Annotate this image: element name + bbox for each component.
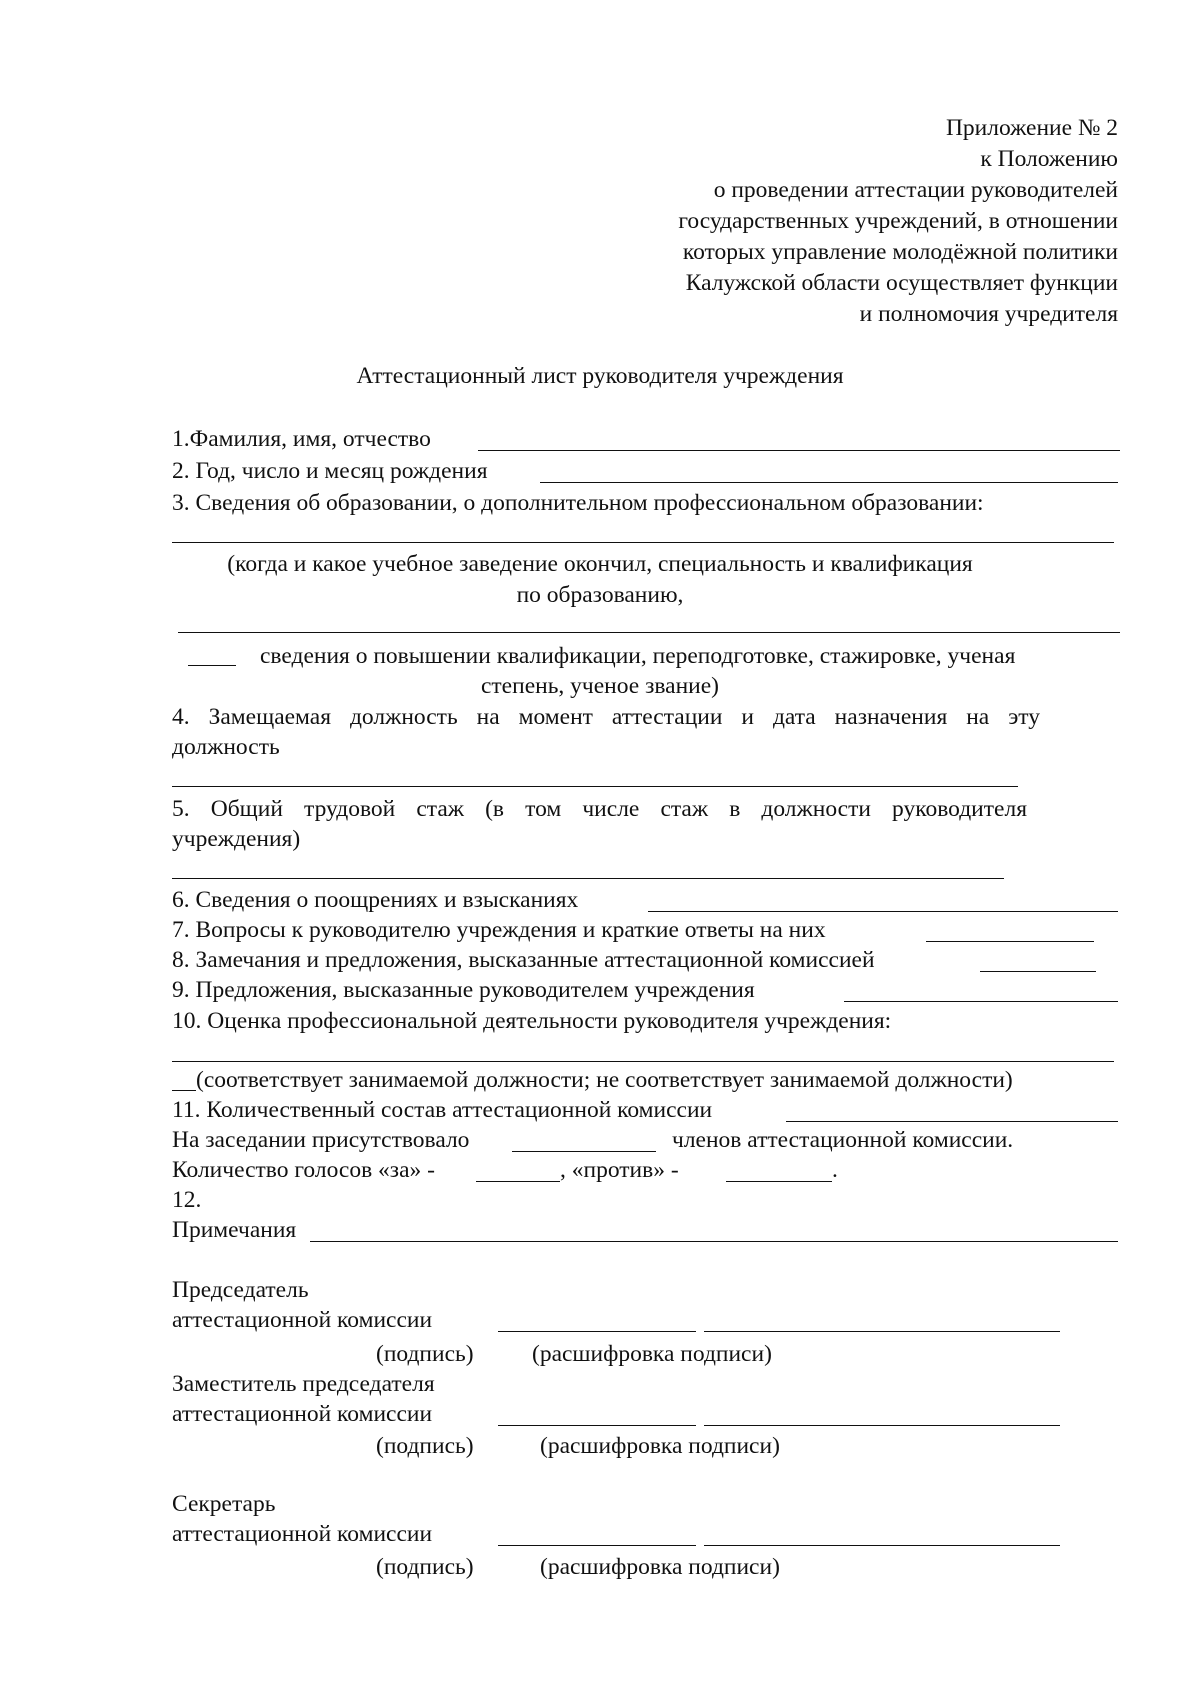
item-1-label: 1.Фамилия, имя, отчество xyxy=(172,426,431,452)
item-8-blank xyxy=(980,971,1096,972)
present-suffix: членов аттестационной комиссии. xyxy=(672,1127,1014,1153)
header-line: Калужской области осуществляет функции xyxy=(685,270,1118,296)
item-3-hint-2b: степень, ученое звание) xyxy=(480,673,719,699)
item-10-blank-short xyxy=(172,1090,196,1091)
item-10-label: 10. Оценка профессиональной деятельности руководителя учреждения: xyxy=(172,1008,892,1034)
chair-title: Председатель xyxy=(172,1277,309,1303)
item-3-hint-1b: по образованию, xyxy=(516,582,684,608)
header-line: к Положению xyxy=(980,146,1118,172)
item-3-blank-2 xyxy=(178,632,1120,633)
document-title: Аттестационный лист руководителя учреждения xyxy=(356,363,844,389)
present-label: На заседании присутствовало xyxy=(172,1127,470,1153)
header-line: государственных учреждений, в отношении xyxy=(678,208,1118,234)
item-4-label-cont: должность xyxy=(172,734,280,760)
item-2-blank xyxy=(540,482,1118,483)
item-5-label: 5. Общий трудовой стаж (в том числе стаж в должности руководителя xyxy=(172,796,1027,822)
votes-against-blank xyxy=(726,1181,832,1182)
item-10-blank xyxy=(172,1061,1114,1062)
item-3-label: 3. Сведения об образовании, о дополнительном профессиональном образовании: xyxy=(172,490,984,516)
header-line: Приложение № 2 xyxy=(945,115,1118,141)
deputy-title-cont: аттестационной комиссии xyxy=(172,1401,433,1427)
item-3-hint-1: (когда и какое учебное заведение окончил, специальность и квалификация xyxy=(227,551,973,577)
secretary-decoding-blank xyxy=(704,1545,1060,1546)
secretary-signature-blank xyxy=(498,1545,696,1546)
header-line: и полномочия учредителя xyxy=(859,301,1118,327)
item-3-blank-3 xyxy=(188,665,236,666)
item-3-blank-1 xyxy=(172,542,1114,543)
item-4-label: 4. Замещаемая должность на момент аттестации и дата назначения на эту xyxy=(172,704,1040,730)
header-line: о проведении аттестации руководителей xyxy=(713,177,1118,203)
chair-signature-caption: (подпись) xyxy=(376,1341,474,1367)
votes-end: . xyxy=(832,1157,838,1183)
item-5-label-cont: учреждения) xyxy=(172,826,301,852)
item-7-blank xyxy=(926,941,1094,942)
chair-decoding-blank xyxy=(704,1331,1060,1332)
item-11-label: 11. Количественный состав аттестационной комиссии xyxy=(172,1097,713,1123)
notes-blank xyxy=(310,1241,1118,1242)
item-4-blank xyxy=(172,786,1018,787)
chair-signature-blank xyxy=(498,1331,696,1332)
votes-for-blank xyxy=(476,1181,560,1182)
chair-title-cont: аттестационной комиссии xyxy=(172,1307,433,1333)
header-line: которых управление молодёжной политики xyxy=(682,239,1118,265)
deputy-title: Заместитель председателя xyxy=(172,1371,435,1397)
item-1-blank xyxy=(478,450,1120,451)
item-9-blank xyxy=(844,1001,1118,1002)
item-6-blank xyxy=(648,911,1118,912)
secretary-decoding-caption: (расшифровка подписи) xyxy=(540,1554,780,1580)
item-11-blank xyxy=(786,1121,1118,1122)
appendix-header xyxy=(678,113,1118,330)
deputy-signature-blank xyxy=(498,1425,696,1426)
deputy-decoding-blank xyxy=(704,1425,1060,1426)
deputy-decoding-caption: (расшифровка подписи) xyxy=(540,1433,780,1459)
secretary-signature-caption: (подпись) xyxy=(376,1554,474,1580)
item-2-label: 2. Год, число и месяц рождения xyxy=(172,458,488,484)
item-9-label: 9. Предложения, высказанные руководителем учреждения xyxy=(172,977,755,1003)
votes-against-label: , «против» - xyxy=(560,1157,679,1183)
deputy-signature-caption: (подпись) xyxy=(376,1433,474,1459)
item-8-label: 8. Замечания и предложения, высказанные аттестационной комиссией xyxy=(172,947,875,973)
item-12-label: 12. xyxy=(172,1187,202,1213)
item-3-hint-2: сведения о повышении квалификации, переподготовке, стажировке, ученая xyxy=(260,643,1016,669)
item-10-hint: (соответствует занимаемой должности; не соответствует занимаемой должности) xyxy=(196,1067,1013,1093)
notes-label: Примечания xyxy=(172,1217,297,1243)
secretary-title: Секретарь xyxy=(172,1491,276,1517)
votes-label: Количество голосов «за» - xyxy=(172,1157,435,1183)
item-5-blank xyxy=(172,878,1004,879)
present-blank xyxy=(512,1151,656,1152)
secretary-title-cont: аттестационной комиссии xyxy=(172,1521,433,1547)
chair-decoding-caption: (расшифровка подписи) xyxy=(532,1341,772,1367)
item-7-label: 7. Вопросы к руководителю учреждения и краткие ответы на них xyxy=(172,917,826,943)
item-6-label: 6. Сведения о поощрениях и взысканиях xyxy=(172,887,579,913)
